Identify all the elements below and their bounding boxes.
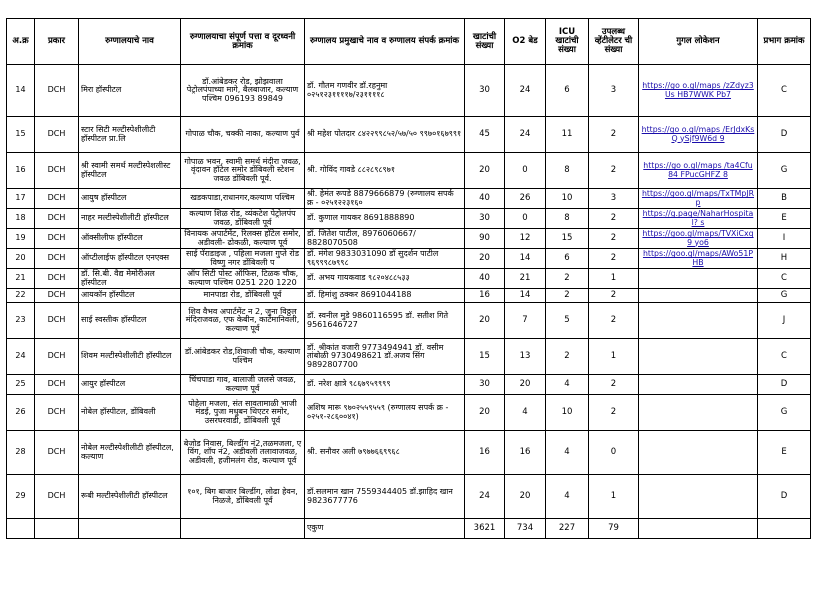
cell-beds: 40	[465, 189, 505, 209]
cell-ventilator: 2	[589, 289, 639, 303]
cell-o2: 4	[505, 395, 546, 431]
cell-o2: 24	[505, 65, 546, 117]
cell-serial: 28	[7, 431, 35, 475]
cell-address: विनायक अपार्टमेंट, रिलक्स हॉटेल समोर, अडीवली- ढोकळी, कल्याण पूर्व	[181, 229, 305, 249]
cell-ward: E	[758, 209, 811, 229]
cell-contact: डॉ. श्रीकांत वजारी 9773494941 डॉ. वसीम तांबोळी 9730498621 डॉ.अजय सिंग 9892807700	[305, 339, 465, 375]
cell-type: DCH	[35, 395, 79, 431]
cell-address: कल्याण शिळ रोड, व्यंकटेश पेट्रोलपंप जवळ, डोंबिवली पूर्व	[181, 209, 305, 229]
col-header-contact: रुग्णालय प्रमुखाचे नाव व रुग्णालय संपर्क क्रमांक	[305, 19, 465, 65]
cell-type: DCH	[35, 117, 79, 153]
cell-location	[639, 269, 758, 289]
cell-address: साई पॅराडाइज , पहिला मजला गुप्ते रोड विष्णु नगर डोंबिवली प	[181, 249, 305, 269]
cell-serial: 20	[7, 249, 35, 269]
cell-location	[639, 117, 758, 153]
cell-icu: 4	[546, 375, 589, 395]
cell-address: डॉ.आंबेडकर रोड,शिवाजी चौक, कल्याण पश्चिम	[181, 339, 305, 375]
cell-ward: G	[758, 153, 811, 189]
cell-hospital-name: आयकॉन हॉस्पीटल	[79, 289, 181, 303]
cell-contact: डॉ. कुणाल गायकर 8691888890	[305, 209, 465, 229]
hospital-table-container	[6, 18, 811, 539]
cell-o2: 21	[505, 269, 546, 289]
cell-contact: श्री. हेमंत रूपडे 8879666879 (रुग्णालय सपर्क क्र - ०२५१२२३१६०	[305, 189, 465, 209]
cell-ventilator: 2	[589, 375, 639, 395]
cell-location	[639, 189, 758, 209]
cell-location	[639, 375, 758, 395]
table-row	[7, 303, 811, 339]
cell-o2: 0	[505, 153, 546, 189]
cell-o2: 12	[505, 229, 546, 249]
cell-o2: 20	[505, 475, 546, 519]
total-empty-4	[181, 519, 305, 539]
cell-ward: D	[758, 375, 811, 395]
cell-beds: 30	[465, 209, 505, 229]
cell-hospital-name: नोबेल मल्टीस्पेशीलीटी हॉस्पीटल, कल्याण	[79, 431, 181, 475]
cell-o2: 20	[505, 375, 546, 395]
cell-icu: 2	[546, 339, 589, 375]
cell-contact: डॉ. नरेश क्षात्रे ९८६७९५९९९९	[305, 375, 465, 395]
cell-type: DCH	[35, 339, 79, 375]
cell-o2: 0	[505, 209, 546, 229]
cell-type: DCH	[35, 65, 79, 117]
cell-hospital-name: स्टार सिटी मल्टीस्पेशीलीटी हॉस्पीटल प्रा.लि	[79, 117, 181, 153]
cell-ward: E	[758, 431, 811, 475]
cell-beds: 24	[465, 475, 505, 519]
google-map-link[interactable]: https://goo.gl/maps/AWo51P HB	[642, 249, 754, 267]
cell-icu: 8	[546, 153, 589, 189]
cell-icu: 6	[546, 65, 589, 117]
cell-location	[639, 229, 758, 249]
table-row	[7, 475, 811, 519]
table-row	[7, 431, 811, 475]
cell-icu: 6	[546, 249, 589, 269]
cell-type: DCH	[35, 431, 79, 475]
cell-hospital-name: साई स्वस्तीक हॉस्पीटल	[79, 303, 181, 339]
total-label: एकुण	[305, 519, 465, 539]
table-row	[7, 289, 811, 303]
cell-serial: 18	[7, 209, 35, 229]
cell-beds: 20	[465, 303, 505, 339]
cell-beds: 20	[465, 249, 505, 269]
total-empty-6	[758, 519, 811, 539]
table-row	[7, 375, 811, 395]
col-header-ventilator: उपलब्ध व्हेंटीलेटर ची संख्या	[589, 19, 639, 65]
cell-serial: 25	[7, 375, 35, 395]
cell-contact: डॉ.सलमान खान 7559344405 डॉ.झाहिद खान 9823677776	[305, 475, 465, 519]
col-header-type: प्रकार	[35, 19, 79, 65]
cell-serial: 29	[7, 475, 35, 519]
cell-ward: H	[758, 249, 811, 269]
cell-ward: C	[758, 339, 811, 375]
cell-ward: B	[758, 189, 811, 209]
cell-icu: 4	[546, 475, 589, 519]
cell-type: DCH	[35, 475, 79, 519]
cell-icu: 11	[546, 117, 589, 153]
cell-serial: 26	[7, 395, 35, 431]
cell-icu: 10	[546, 395, 589, 431]
google-map-link[interactable]: https://go o.gl/maps /ErJdxKsQ ySjf9W6d 9	[641, 125, 755, 143]
col-header-serial: अ.क्र	[7, 19, 35, 65]
total-empty-5	[639, 519, 758, 539]
cell-location	[639, 65, 758, 117]
google-map-link[interactable]: https://go o.gl/maps /zZdyz3Us HB7WWK Pb7	[642, 81, 754, 99]
cell-beds: 30	[465, 65, 505, 117]
cell-location	[639, 249, 758, 269]
total-empty-1	[7, 519, 35, 539]
cell-type: DCH	[35, 269, 79, 289]
cell-ventilator: 0	[589, 431, 639, 475]
cell-contact: श्री महेश पोतदार ८४२२९९८५२/५७/५० ९९७०१६७९९१	[305, 117, 465, 153]
table-row	[7, 65, 811, 117]
table-row	[7, 153, 811, 189]
cell-beds: 16	[465, 289, 505, 303]
cell-address: ऑप सिटी पोस्ट ऑफिस, टिळक चौक, कल्याण पश्चिम 0251 220 1220	[181, 269, 305, 289]
cell-location	[639, 339, 758, 375]
cell-serial: 23	[7, 303, 35, 339]
cell-ventilator: 2	[589, 395, 639, 431]
google-map-link[interactable]: https://go o.gl/maps /ta4Cfu84 FPucGHFZ 8	[643, 161, 753, 179]
google-map-link[interactable]: https://goo.gl/maps/TxTMpJR p	[641, 189, 755, 207]
cell-type: DCH	[35, 229, 79, 249]
cell-type: DCH	[35, 303, 79, 339]
table-row	[7, 249, 811, 269]
table-row	[7, 229, 811, 249]
cell-ventilator: 3	[589, 65, 639, 117]
cell-ward: C	[758, 269, 811, 289]
cell-address: चिंचपाडा गाव, बालाजी जलसे जवळ, कल्याण पूर्व	[181, 375, 305, 395]
cell-ward: J	[758, 303, 811, 339]
cell-ventilator: 2	[589, 229, 639, 249]
cell-address: खडकपाडा,राधानगर,कल्याण पश्चिम	[181, 189, 305, 209]
table-row	[7, 117, 811, 153]
cell-serial: 14	[7, 65, 35, 117]
cell-location	[639, 475, 758, 519]
cell-ventilator: 3	[589, 189, 639, 209]
cell-address: शिव वैभव अपार्टमेंट न 2, जुना विठ्ठल मंदिराजवळ, एफ केबीन, काटेमानिवली, कल्याण पूर्व	[181, 303, 305, 339]
cell-o2: 14	[505, 289, 546, 303]
cell-serial: 15	[7, 117, 35, 153]
cell-hospital-name: आयुर हॉस्पीटल	[79, 375, 181, 395]
cell-type: DCH	[35, 249, 79, 269]
cell-hospital-name: श्री स्वामी समर्थ मल्टीस्पेशलीस्ट हॉस्पीटल	[79, 153, 181, 189]
table-row	[7, 189, 811, 209]
cell-icu: 4	[546, 431, 589, 475]
cell-hospital-name: नाहर मल्टीस्पेशीलीटी हॉस्पीटल	[79, 209, 181, 229]
cell-contact: डॉ. गौतम गणवीर डॉ.रहनुमा ०२५१२३११११७/२३११११८	[305, 65, 465, 117]
cell-ventilator: 2	[589, 249, 639, 269]
total-o2: 734	[505, 519, 546, 539]
cell-beds: 20	[465, 395, 505, 431]
cell-hospital-name: शिवम मल्टीस्पेशीलीटी हॉस्पीटल	[79, 339, 181, 375]
cell-beds: 15	[465, 339, 505, 375]
col-header-address: रुग्णालयाचा संपूर्ण पत्ता व दूरध्वनी क्रमांक	[181, 19, 305, 65]
cell-location	[639, 395, 758, 431]
cell-serial: 19	[7, 229, 35, 249]
total-beds: 3621	[465, 519, 505, 539]
cell-icu: 15	[546, 229, 589, 249]
cell-ventilator: 2	[589, 303, 639, 339]
cell-ventilator: 1	[589, 269, 639, 289]
cell-address: मानपाडा रोड, डोंबिवली पूर्व	[181, 289, 305, 303]
cell-beds: 40	[465, 269, 505, 289]
cell-address: डॉ.आंबेडकर रोड, झोझवाला पेट्रोलपंपाच्या मागे, बैलबाजार, कल्याण पश्चिम 096193 89849	[181, 65, 305, 117]
total-empty-3	[79, 519, 181, 539]
cell-serial: 21	[7, 269, 35, 289]
table-row	[7, 339, 811, 375]
total-ventilator: 79	[589, 519, 639, 539]
cell-ventilator: 2	[589, 117, 639, 153]
google-map-link[interactable]: https://goo.gl/maps/TVXiCxq9 yo6	[642, 229, 754, 247]
cell-serial: 24	[7, 339, 35, 375]
cell-o2: 14	[505, 249, 546, 269]
cell-address: १०१, बिग बाजार बिल्डींग, लोढा हेवन, निळजे, डोंबिवली पूर्व	[181, 475, 305, 519]
cell-type: DCH	[35, 289, 79, 303]
total-icu: 227	[546, 519, 589, 539]
col-header-name: रुग्णालयाचे नाव	[79, 19, 181, 65]
cell-location	[639, 289, 758, 303]
cell-type: DCH	[35, 375, 79, 395]
google-map-link[interactable]: https://g.page/NaharHospital? s	[642, 209, 754, 227]
cell-beds: 30	[465, 375, 505, 395]
cell-o2: 24	[505, 117, 546, 153]
cell-ward: D	[758, 117, 811, 153]
cell-location	[639, 431, 758, 475]
cell-contact: डॉ. हिमांशु ठक्कर 8691044188	[305, 289, 465, 303]
col-header-beds: खाटांची संख्या	[465, 19, 505, 65]
cell-ward: G	[758, 289, 811, 303]
cell-type: DCH	[35, 153, 79, 189]
cell-o2: 16	[505, 431, 546, 475]
cell-serial: 22	[7, 289, 35, 303]
cell-beds: 20	[465, 153, 505, 189]
cell-o2: 26	[505, 189, 546, 209]
cell-ward: I	[758, 229, 811, 249]
table-body	[7, 65, 811, 519]
cell-icu: 10	[546, 189, 589, 209]
total-empty-2	[35, 519, 79, 539]
cell-ward: D	[758, 475, 811, 519]
cell-ventilator: 2	[589, 153, 639, 189]
cell-ventilator: 1	[589, 339, 639, 375]
cell-location	[639, 303, 758, 339]
cell-beds: 45	[465, 117, 505, 153]
total-row	[7, 519, 811, 539]
cell-contact: डॉ. जितेश पाटील, 8976060667/ 8828070508	[305, 229, 465, 249]
cell-ventilator: 1	[589, 475, 639, 519]
cell-hospital-name: नोबेल हॉस्पीटल, डोंबिवली	[79, 395, 181, 431]
cell-ventilator: 2	[589, 209, 639, 229]
cell-hospital-name: ऑप्टीलाईफ हॉस्पीटल एनएक्स	[79, 249, 181, 269]
cell-hospital-name: डॉ. सि.बी. वैद्य मेमोरीअल हॉस्पीटल	[79, 269, 181, 289]
cell-contact: डॉ. स्वनील मुडे 9860116595 डॉ. सतीश गिते 9561646727	[305, 303, 465, 339]
cell-hospital-name: रूबी मल्टीस्पेशीलीटी हॉस्पीटल	[79, 475, 181, 519]
cell-hospital-name: आयुष हॉस्पीटल	[79, 189, 181, 209]
cell-address: गोपाळ भवन, स्वामी समर्थ मंदीरा जवळ, वृंदावन हॉटेल समोर डोंबिवली स्टेशन जवळ डोंबिवली पूर्व.	[181, 153, 305, 189]
cell-o2: 13	[505, 339, 546, 375]
table-row	[7, 209, 811, 229]
header-row	[7, 19, 811, 65]
table-row	[7, 269, 811, 289]
cell-address: पोहेला मजला, संत सावतामाळी भाजी मंडई, पुजा मधुबन थिएटर समोर, उसरघरवाडी, डोंबिवली पूर्व	[181, 395, 305, 431]
cell-contact: डॉ. मंगेश 9833031090 डॉ सुदर्शन पाटील ९६९९९८७९९८	[305, 249, 465, 269]
cell-hospital-name: मिरा हॉस्पीटल	[79, 65, 181, 117]
col-header-location: गुगल लोकेशन	[639, 19, 758, 65]
cell-contact: अशिष मारू ९७०२५५९५५९ (रुग्णालय सपर्क क्र - ०२५१-२८६००४१)	[305, 395, 465, 431]
cell-ward: C	[758, 65, 811, 117]
hospital-table	[6, 18, 811, 539]
cell-address: बेजोड निवास, बिल्डींग नं2,तळमजला, ए विंग, शॉप नं2, अडीवली तलावाजवळ, अडीवली, हजीमलंग रोड, कल्याण पूर्व	[181, 431, 305, 475]
cell-serial: 16	[7, 153, 35, 189]
cell-location	[639, 209, 758, 229]
cell-contact: श्री. सनौवर अली ७९७७६६९९६८	[305, 431, 465, 475]
cell-o2: 7	[505, 303, 546, 339]
cell-icu: 8	[546, 209, 589, 229]
cell-icu: 5	[546, 303, 589, 339]
cell-icu: 2	[546, 269, 589, 289]
cell-address: गोपाळ चौक, चक्की नाका, कल्याण पुर्व	[181, 117, 305, 153]
cell-hospital-name: ऑक्सीलीफ हॉस्पीटल	[79, 229, 181, 249]
cell-ward: G	[758, 395, 811, 431]
cell-type: DCH	[35, 189, 79, 209]
cell-beds: 16	[465, 431, 505, 475]
cell-contact: डॉ. अभय गायकवाड ९८२०४८८५३३	[305, 269, 465, 289]
table-row	[7, 395, 811, 431]
cell-beds: 90	[465, 229, 505, 249]
col-header-o2: O2 बेड	[505, 19, 546, 65]
col-header-ward: प्रभाग क्रमांक	[758, 19, 811, 65]
cell-location	[639, 153, 758, 189]
cell-type: DCH	[35, 209, 79, 229]
col-header-icu: ICU खाटांची संख्या	[546, 19, 589, 65]
cell-icu: 2	[546, 289, 589, 303]
cell-contact: श्री. गोविंद गावडे ८८२८९८९७१	[305, 153, 465, 189]
cell-serial: 17	[7, 189, 35, 209]
